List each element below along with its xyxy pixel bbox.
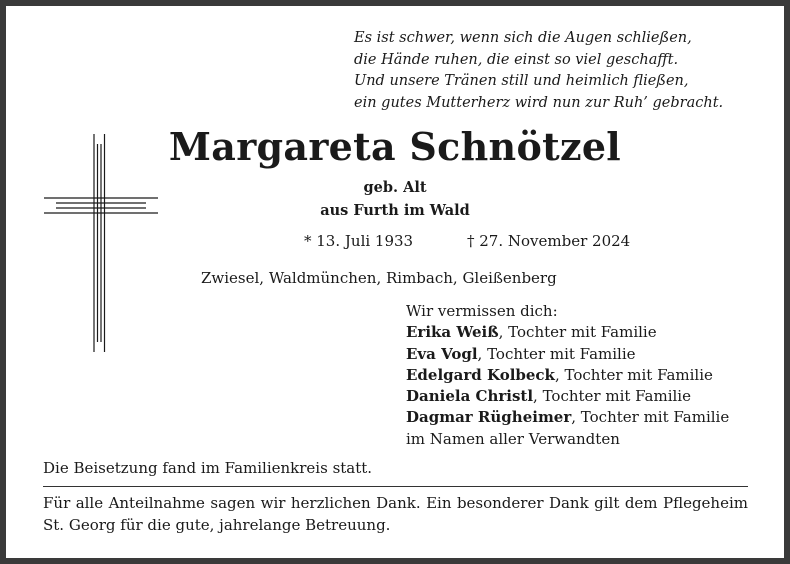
poem-line: Es ist schwer, wenn sich die Augen schließen,: [354, 30, 692, 46]
maiden-name: geb. Alt: [363, 179, 427, 196]
birth-date: * 13. Juli 1933: [304, 232, 414, 250]
mourner-name: Erika Weiß: [406, 323, 499, 342]
mourner-name: Edelgard Kolbeck: [406, 365, 555, 384]
mourner-relation: , Tochter mit Familie: [533, 387, 691, 406]
origin: aus Furth im Wald: [320, 202, 470, 219]
mourner-relation: , Tochter mit Familie: [554, 365, 713, 384]
deceased-name: Margareta Schnötzel: [168, 124, 622, 169]
poem: [354, 28, 723, 114]
mourner-row: [406, 322, 729, 343]
poem-line: die Hände ruhen, die einst so viel geschafft.: [354, 51, 679, 68]
thanks-note: Für alle Anteilnahme sagen wir herzlichen Dank. Ein besonderer Dank gilt dem Pflegeheim St. Georg für die gute, jahrelange Betreuung.: [43, 494, 748, 534]
divider: [43, 486, 748, 487]
poem-line: Und unsere Tränen still und heimlich fließen,: [354, 73, 689, 89]
poem-line: ein gutes Mutterherz wird nun zur Ruh’ gebracht.: [354, 94, 724, 111]
mourner-relation: , Tochter mit Familie: [498, 323, 657, 342]
mourner-row: [406, 344, 729, 365]
mourner-row: [406, 365, 729, 386]
mourners: [406, 301, 729, 450]
death-date: † 27. November 2024: [467, 232, 631, 250]
mourner-relation: , Tochter mit Familie: [571, 408, 730, 427]
mourner-row: [406, 407, 729, 428]
mourners-intro: Wir vermissen dich:: [406, 302, 558, 320]
mourner-relation: , Tochter mit Familie: [477, 344, 636, 363]
mourner-name: Eva Vogl: [406, 344, 478, 363]
places: Zwiesel, Waldmünchen, Rimbach, Gleißenberg: [201, 269, 557, 287]
mourners-closing: im Namen aller Verwandten: [406, 429, 620, 448]
mourner-name: Daniela Christl: [406, 387, 534, 406]
obituary-card: [6, 6, 784, 558]
mourner-name: Dagmar Rügheimer: [406, 408, 572, 427]
burial-note: Die Beisetzung fand im Familienkreis statt.: [43, 459, 373, 477]
mourner-row: [406, 386, 729, 407]
